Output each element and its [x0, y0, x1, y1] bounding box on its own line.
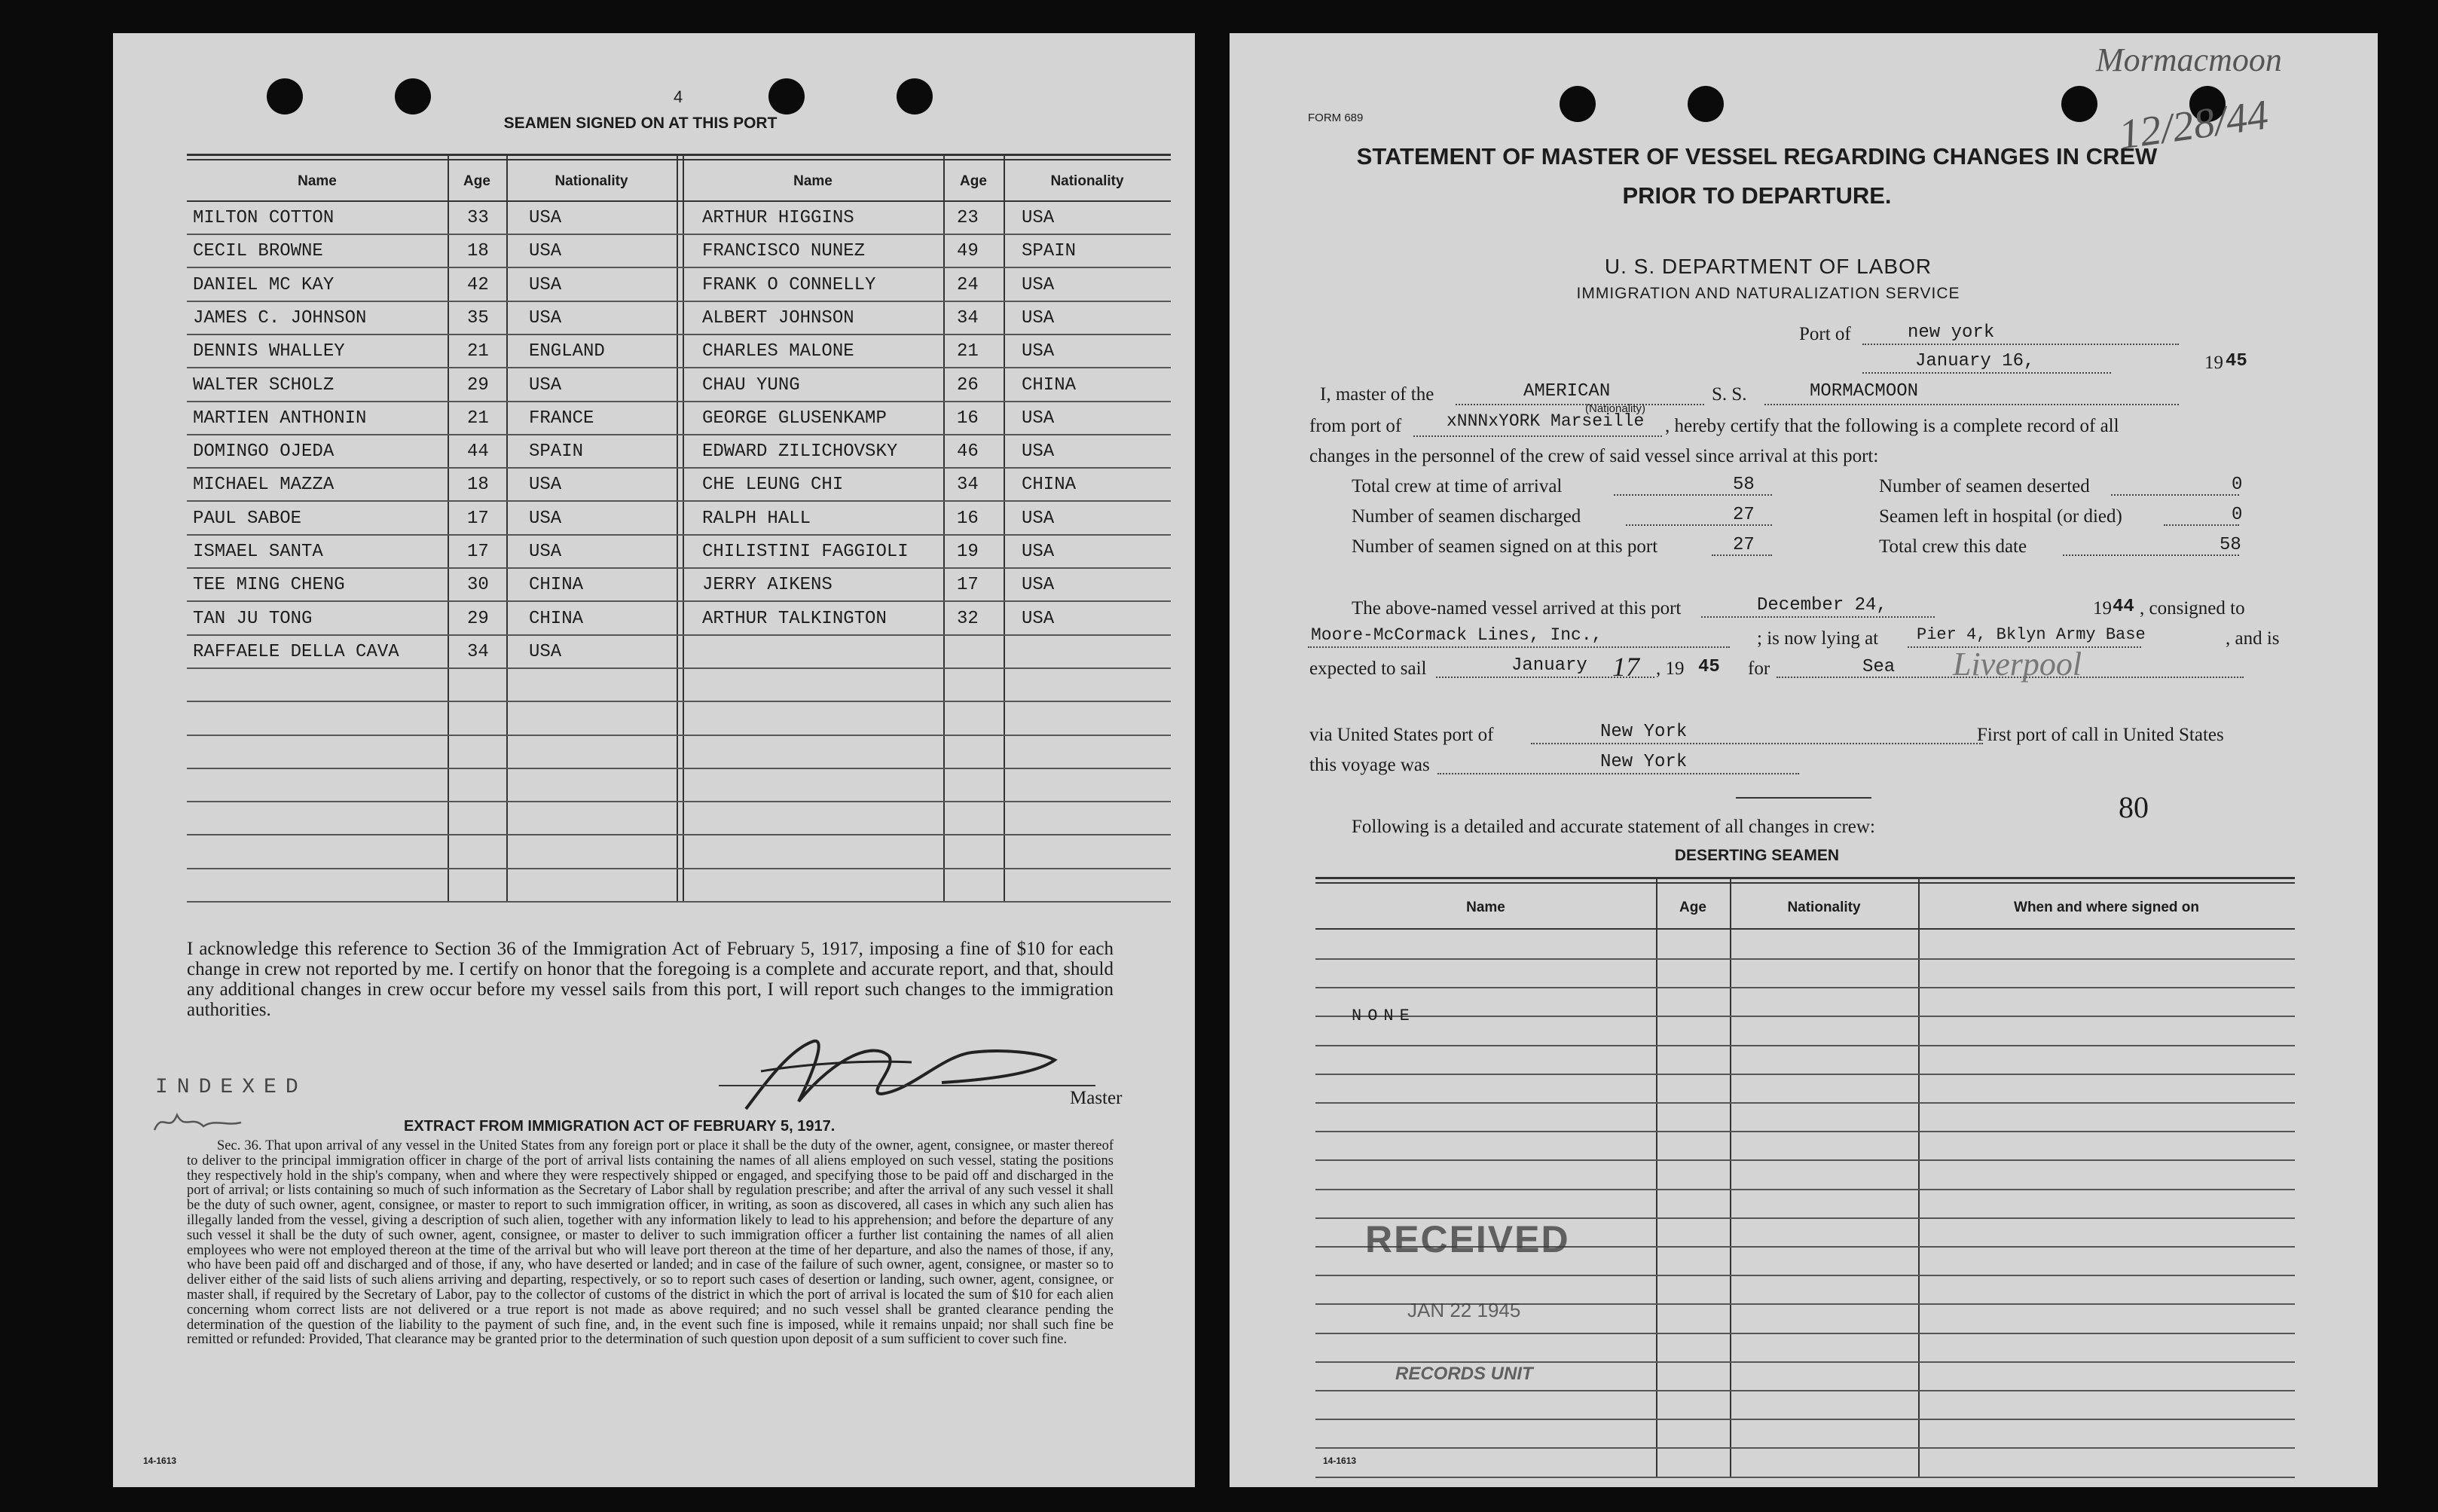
table-row-rule	[187, 434, 1171, 435]
arrived-line	[1701, 616, 1935, 618]
form-number: FORM 689	[1308, 111, 1364, 124]
table-column-rule	[1656, 877, 1657, 1478]
seaman-nationality: USA	[1022, 509, 1055, 529]
table-row-rule	[1315, 987, 2295, 988]
for-label: for	[1748, 658, 1770, 679]
following-text: Following is a detailed and accurate statement of all changes in crew:	[1352, 817, 1875, 837]
seaman-age: 29	[467, 609, 489, 629]
seaman-age: 19	[957, 542, 979, 562]
table-row-rule	[187, 901, 1171, 903]
table-row-rule	[187, 600, 1171, 602]
seaman-nationality: USA	[1022, 408, 1055, 429]
table-row-rule	[187, 234, 1171, 235]
table-row-rule	[1315, 958, 2295, 960]
seaman-nationality: USA	[1022, 308, 1055, 328]
table-row-rule	[1315, 1189, 2295, 1190]
table-header-name: Name	[298, 173, 337, 189]
corner-handwriting: Mormacmoon	[2096, 41, 2282, 78]
table-row-rule	[187, 534, 1171, 536]
received-stamp: RECEIVED	[1365, 1218, 1570, 1260]
from-port-value: xNNNxYORK Marseille	[1447, 411, 1645, 431]
seaman-nationality: USA	[529, 375, 562, 396]
table-row-rule	[1315, 1275, 2295, 1276]
table-row-rule	[187, 735, 1171, 736]
seaman-nationality: ENGLAND	[529, 341, 605, 362]
seaman-name: ARTHUR TALKINGTON	[702, 609, 887, 629]
table-column-rule	[1730, 877, 1731, 1478]
table-row-rule	[187, 768, 1171, 769]
seaman-nationality: USA	[529, 208, 562, 228]
from-port-label: from port of	[1309, 416, 1402, 436]
punch-hole	[2061, 86, 2097, 122]
corner-date: 12/28/44	[2116, 91, 2271, 159]
table-header-name: Name	[1466, 900, 1505, 915]
table-header-nationality: Nationality	[1787, 900, 1861, 915]
indexed-stamp: INDEXED	[155, 1076, 307, 1099]
seaman-age: 46	[957, 441, 979, 462]
seaman-name: FRANK O CONNELLY	[702, 275, 876, 295]
seaman-age: 21	[467, 341, 489, 362]
seaman-nationality: FRANCE	[529, 408, 594, 429]
via-value: New York	[1600, 722, 1688, 742]
seaman-nationality: USA	[529, 542, 562, 562]
seaman-name: ISMAEL SANTA	[193, 542, 323, 562]
table-header-nationality: Nationality	[1050, 173, 1124, 189]
discharged: 27	[1733, 505, 1755, 525]
title-line1: STATEMENT OF MASTER OF VESSEL REGARDING CHANGES IN CREW	[1356, 143, 2158, 170]
port-of-label: Port of	[1799, 324, 1851, 344]
discharged-label: Number of seamen discharged	[1352, 506, 1581, 527]
table-row-rule	[1315, 1102, 2295, 1104]
seaman-age: 16	[957, 408, 979, 429]
nationality-line	[1456, 404, 1704, 405]
seaman-nationality: USA	[529, 509, 562, 529]
table-row-rule	[1315, 1390, 2295, 1391]
vessel-name: MORMACMOON	[1810, 381, 1919, 402]
nationality-caption: (Nationality)	[1585, 402, 1646, 415]
seaman-name: JAMES C. JOHNSON	[193, 308, 367, 328]
seaman-age: 21	[467, 408, 489, 429]
seaman-name: WALTER SCHOLZ	[193, 375, 335, 396]
table-row-rule	[187, 868, 1171, 869]
for-handwritten: Liverpool	[1953, 646, 2082, 683]
date-line	[1862, 372, 2111, 374]
seaman-name: CHILISTINI FAGGIOLI	[702, 542, 909, 562]
certify-text: , hereby certify that the following is a complete record of all	[1665, 416, 2119, 436]
received-date: JAN 22 1945	[1407, 1299, 1521, 1321]
table-row-rule	[187, 567, 1171, 569]
date-value: January 16,	[1915, 351, 2035, 371]
seaman-nationality: CHINA	[1022, 475, 1077, 495]
table-header-rule	[1315, 928, 2295, 930]
seaman-nationality: USA	[529, 642, 562, 662]
seaman-nationality: USA	[1022, 542, 1055, 562]
arrived-label: The above-named vessel arrived at this port	[1352, 598, 1682, 619]
total-crew-arrival: 58	[1733, 475, 1755, 495]
seaman-name: DENNIS WHALLEY	[193, 341, 345, 362]
seaman-name: MARTIEN ANTHONIN	[193, 408, 367, 429]
seaman-age: 34	[467, 642, 489, 662]
hospital: 0	[2232, 505, 2243, 525]
seaman-nationality: CHINA	[1022, 375, 1077, 396]
seaman-age: 24	[957, 275, 979, 295]
table-row-rule	[187, 701, 1171, 702]
initials-scribble	[151, 1107, 249, 1138]
seaman-age: 34	[957, 475, 979, 495]
ss-label: S. S.	[1712, 384, 1747, 405]
seaman-nationality: SPAIN	[1022, 241, 1077, 261]
table-row-rule	[187, 500, 1171, 502]
table-row-rule	[187, 367, 1171, 368]
page-number: 4	[674, 87, 683, 106]
sail-year: 45	[1698, 657, 1720, 677]
seaman-name: MICHAEL MAZZA	[193, 475, 335, 495]
sail-day: 17	[1612, 652, 1639, 682]
table-row-rule	[1315, 1333, 2295, 1334]
total-crew-label: Total crew this date	[1879, 536, 2027, 557]
signed-on: 27	[1733, 535, 1755, 555]
seaman-name: PAUL SABOE	[193, 509, 302, 529]
seaman-name: MILTON COTTON	[193, 208, 335, 228]
voyage-line	[1437, 773, 1799, 774]
seaman-name: RAFFAELE DELLA CAVA	[193, 642, 399, 662]
left-page	[113, 33, 1195, 1487]
seaman-name: TEE MING CHENG	[193, 575, 345, 595]
table-top-rule	[187, 159, 1171, 160]
first-port-label: First port of call in United States	[1977, 725, 2224, 745]
sail-year-prefix: , 19	[1656, 658, 1685, 679]
seaman-age: 29	[467, 375, 489, 396]
table-header-name: Name	[793, 173, 833, 189]
punch-hole	[897, 78, 933, 115]
stats-line	[2164, 524, 2239, 526]
table-top-rule	[1315, 877, 2295, 879]
seaman-age: 26	[957, 375, 979, 396]
port-of-value: new york	[1908, 322, 1995, 343]
seaman-nationality: USA	[1022, 609, 1055, 629]
seaman-age: 34	[957, 308, 979, 328]
stats-line	[2111, 494, 2239, 496]
seaman-nationality: USA	[1022, 275, 1055, 295]
seaman-nationality: USA	[529, 241, 562, 261]
dept-name: U. S. DEPARTMENT OF LABOR	[1604, 255, 1932, 278]
signed-on-label: Number of seamen signed on at this port	[1352, 536, 1658, 557]
consignee: Moore-McCormack Lines, Inc.,	[1311, 625, 1602, 645]
form-code: 14-1613	[1323, 1455, 1357, 1466]
seaman-age: 42	[467, 275, 489, 295]
voyage-value: New York	[1600, 752, 1688, 772]
seaman-age: 35	[467, 308, 489, 328]
seaman-name: JERRY AIKENS	[702, 575, 833, 595]
punch-hole	[768, 78, 805, 115]
table-row-rule	[1315, 1447, 2295, 1449]
punch-hole	[1560, 86, 1596, 122]
seaman-name: ARTHUR HIGGINS	[702, 208, 854, 228]
arrived-date: December 24,	[1757, 595, 1887, 615]
date-year-value: 45	[2226, 351, 2247, 371]
port-of-line	[1862, 344, 2179, 345]
seaman-name: CECIL BROWNE	[193, 241, 323, 261]
deserting-title: DESERTING SEAMEN	[1674, 847, 1840, 864]
form-code: 14-1613	[143, 1455, 177, 1466]
acknowledgment-text: I acknowledge this reference to Section 36 of the Immigration Act of February 5, 1917, imposing a fine of $10 for each change in crew not reported by me. I certify on honor that the foregoing is a complete and accurate report, and that, should any additional changes in crew occur before my vessel sails from this port, I will report such changes to the immigration authorities.	[187, 939, 1114, 1020]
consigned-label: , consigned to	[2140, 598, 2245, 619]
deserted: 0	[2232, 475, 2243, 495]
table-header-age: Age	[960, 173, 987, 189]
master-label: Master	[1070, 1088, 1123, 1108]
and-is-label: , and is	[2226, 628, 2280, 649]
total-crew: 58	[2220, 535, 2241, 555]
seaman-name: CHE LEUNG CHI	[702, 475, 844, 495]
table-row-rule	[187, 834, 1171, 835]
table-top-rule	[1315, 882, 2295, 884]
seaman-name: EDWARD ZILICHOVSKY	[702, 441, 898, 462]
table-row-rule	[1315, 1477, 2295, 1478]
table-row-rule	[187, 801, 1171, 802]
right-page	[1230, 33, 2378, 1487]
seaman-nationality: USA	[529, 275, 562, 295]
seaman-age: 17	[467, 542, 489, 562]
seaman-name: DOMINGO OJEDA	[193, 441, 335, 462]
table-column-rule	[1918, 877, 1920, 1478]
seaman-age: 18	[467, 241, 489, 261]
table-header-nationality: Nationality	[555, 173, 628, 189]
via-line	[1531, 743, 1983, 744]
table-top-rule	[187, 154, 1171, 156]
seaman-name: CHAU YUNG	[702, 375, 800, 396]
date-year-prefix: 19	[2204, 353, 2223, 373]
seaman-nationality: USA	[1022, 441, 1055, 462]
seaman-age: 44	[467, 441, 489, 462]
table-row-rule	[187, 401, 1171, 402]
table-row-rule	[187, 301, 1171, 302]
table-row-rule	[1315, 1074, 2295, 1075]
seaman-age: 23	[957, 208, 979, 228]
from-port-line	[1413, 435, 1662, 437]
expected-label: expected to sail	[1309, 658, 1427, 679]
seaman-name: FRANCISCO NUNEZ	[702, 241, 866, 261]
changes-text: changes in the personnel of the crew of said vessel since arrival at this port:	[1309, 446, 1879, 466]
consignee-line	[1308, 646, 1730, 648]
none-entry: NONE	[1352, 1006, 1416, 1025]
seaman-name: GEORGE GLUSENKAMP	[702, 408, 887, 429]
seaman-age: 18	[467, 475, 489, 495]
lying-label: ; is now lying at	[1757, 628, 1879, 649]
nationality-value: AMERICAN	[1523, 381, 1611, 402]
lying-value: Pier 4, Bklyn Army Base	[1917, 625, 2146, 644]
seaman-age: 17	[467, 509, 489, 529]
seaman-name: RALPH HALL	[702, 509, 811, 529]
seaman-nationality: USA	[1022, 341, 1055, 362]
table-header-when-where: When and where signed on	[2014, 900, 2199, 915]
table-header-rule	[187, 200, 1171, 202]
table-title: SEAMEN SIGNED ON AT THIS PORT	[503, 115, 778, 132]
seaman-age: 17	[957, 575, 979, 595]
seaman-age: 49	[957, 241, 979, 261]
punch-hole	[1688, 86, 1724, 122]
seaman-nationality: CHINA	[529, 609, 584, 629]
seaman-age: 32	[957, 609, 979, 629]
title-line2: PRIOR TO DEPARTURE.	[1622, 182, 1892, 209]
table-row-rule	[187, 634, 1171, 636]
table-row-rule	[187, 267, 1171, 268]
seaman-name: ALBERT JOHNSON	[702, 308, 854, 328]
via-label: via United States port of	[1309, 725, 1494, 745]
seaman-nationality: USA	[529, 475, 562, 495]
voyage-label: this voyage was	[1309, 755, 1430, 775]
seaman-age: 33	[467, 208, 489, 228]
table-row-rule	[187, 667, 1171, 669]
seaman-nationality: CHINA	[529, 575, 584, 595]
punch-hole	[267, 78, 303, 115]
master-signature	[716, 1026, 1062, 1124]
seaman-name: CHARLES MALONE	[702, 341, 854, 362]
service-name: IMMIGRATION AND NATURALIZATION SERVICE	[1576, 285, 1960, 302]
table-row-rule	[1315, 1131, 2295, 1132]
table-row-rule	[187, 467, 1171, 469]
for-value: Sea	[1862, 657, 1896, 677]
seaman-nationality: SPAIN	[529, 441, 584, 462]
table-row-rule	[1315, 1361, 2295, 1363]
handwritten-number: 80	[2119, 790, 2149, 824]
punch-hole	[395, 78, 431, 115]
arrived-year: 44	[2113, 597, 2134, 617]
extract-text: Sec. 36. That upon arrival of any vessel in the United States from any foreign port or place it shall be the duty of the owner, agent, consignee, or master thereof to deliver to the principal immigration officer in charge of the port of arrival lists containing the names of all aliens employed on such vessel, stating the positions they respectively hold in the ship's company, when and where they were respectively shipped or engaged, and specifying those to be paid off and discharged in the port of arrival; or lists containing so much of such information as the Secretary of Labor shall by regulation prescribe; and after the arrival of any such vessel it shall be the duty of such owner, agent, consignee, or master to report to such immigration officer, in writing, as soon as discovered, all cases in which any such alien has illegally landed from the vessel, giving a description of such alien, together with any information likely to lead to his apprehension; and before the departure of any such vessel it shall be the duty of such owner, agent, consignee, or master to deliver to such immigration officer a further list containing the names of all alien employees who were not employed thereon at the time of the arrival but who will leave port thereon at the time of her departure, and also the names of those, if any, who have been paid off and discharged and of those, if any, who have deserted or landed; and in case of the failure of such owner, agent, consignee, or master so to deliver either of the said lists of such aliens arriving and departing, respectively, or so to report such cases of desertion or landing, such owner, agent, consignee, or master shall, if required by the Secretary of Labor, pay to the collector of customs of the district in which the port of arrival is located the sum of $10 for each alien concerning whom correct lists are not delivered or a true report is not made as above required; and no such vessel shall be granted clearance pending the determination of the question of the liability to the payment of such fine, and, in the event such fine is imposed, while it remains unpaid; nor shall such fine be remitted or refunded: Provided, That clearance may be granted prior to the determination of such question upon deposit of a sum sufficient to cover such fine.	[187, 1138, 1114, 1348]
table-row-rule	[1315, 1159, 2295, 1161]
sail-date: January	[1511, 655, 1587, 676]
records-unit-stamp: RECORDS UNIT	[1395, 1364, 1533, 1384]
deserted-label: Number of seamen deserted	[1879, 476, 2090, 496]
seaman-age: 30	[467, 575, 489, 595]
seaman-name: DANIEL MC KAY	[193, 275, 335, 295]
table-row-rule	[1315, 1016, 2295, 1017]
total-crew-arrival-label: Total crew at time of arrival	[1352, 476, 1563, 496]
table-header-age: Age	[1679, 900, 1706, 915]
seaman-age: 16	[957, 509, 979, 529]
table-row-rule	[1315, 1045, 2295, 1046]
seaman-age: 21	[957, 341, 979, 362]
seaman-nationality: USA	[529, 308, 562, 328]
vessel-line	[1764, 404, 2179, 405]
seaman-name: TAN JU TONG	[193, 609, 313, 629]
stats-line	[2063, 554, 2239, 556]
seaman-nationality: USA	[1022, 208, 1055, 228]
hospital-label: Seamen left in hospital (or died)	[1879, 506, 2122, 527]
table-row-rule	[1315, 1419, 2295, 1420]
separator	[1736, 797, 1871, 799]
table-row-rule	[187, 334, 1171, 335]
arrived-year-prefix: 19	[2093, 598, 2112, 619]
seaman-nationality: USA	[1022, 575, 1055, 595]
extract-title: EXTRACT FROM IMMIGRATION ACT OF FEBRUARY 5, 1917.	[404, 1118, 836, 1135]
signature-line	[719, 1085, 1095, 1086]
table-header-age: Age	[463, 173, 490, 189]
master-of-label: I, master of the	[1320, 384, 1434, 405]
